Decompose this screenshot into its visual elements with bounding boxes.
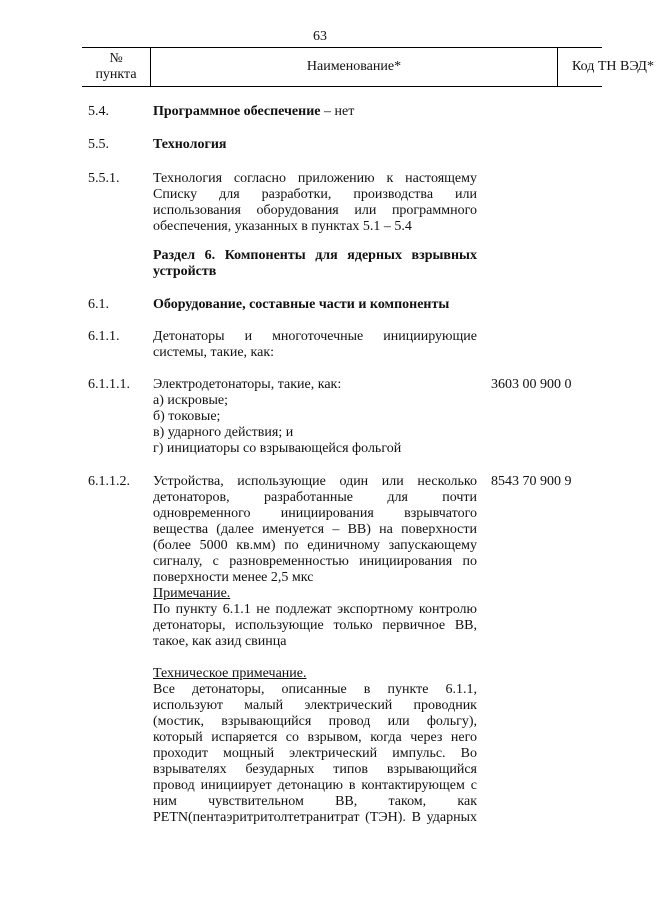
header-code: Код ТН ВЭД*: [572, 59, 654, 74]
item-text: Устройства, использующие один или несколько детонаторов, разработанные для почти одновременного инициирования взрывчатого вещества (далее именуется – ВВ) на поверхности (более 5000 кв.мм) по единичному запускающему сигналу, с разновременностью инициирования по поверхности менее 2,5 мкс Примечание. По пункту 6.1.1 не подлежат экспортному контролю детонаторы, использующие только первичное ВВ, такое, как азид свинца: [153, 474, 477, 649]
item-number: 5.5.1.: [88, 171, 120, 186]
technical-note-title: Техническое примечание.: [153, 666, 307, 681]
item-number: 6.1.: [88, 297, 109, 312]
table-header: [82, 47, 654, 87]
item-text: Технология согласно приложению к настоящему Списку для разработки, производства или использования оборудования или программного обеспечения, указанных в пунктах 5.1 – 5.4: [153, 171, 477, 234]
item-number: 5.5.: [88, 137, 109, 152]
item-title: Оборудование, составные части и компоненты: [153, 297, 450, 312]
item-title: Программное обеспечение – нет: [153, 104, 355, 119]
item-number: 6.1.1.2.: [88, 474, 130, 489]
item-text: Детонаторы и многоточечные инициирующие системы, такие, как:: [153, 329, 477, 360]
header-item-number: [82, 48, 150, 86]
item-code: 8543 70 900 9: [491, 474, 572, 489]
header-item-number-line1: №: [109, 51, 123, 66]
section-title: Раздел 6. Компоненты для ядерных взрывных устройств: [153, 248, 477, 279]
item-text: Электродетонаторы, такие, как: а) искровые; б) токовые; в) ударного действия; и г) инициаторы со взрывающейся фольгой: [153, 377, 402, 456]
technical-note-text: Техническое примечание. Все детонаторы, описанные в пункте 6.1.1, используют малый электрический проводник (мостик, взрывающийся провод или фольгу), который испаряется со взрывом, когда через него проходит мощный электрический импульс. Во взрывателях безударных типов взрывающийся провод инициирует детонацию в контактирующем с ним чувствительном ВВ, таком, как PETN(пентаэритритолтетранитрат (ТЭН). В ударных: [153, 666, 477, 825]
note-title: Примечание.: [153, 586, 231, 601]
item-code: 3603 00 900 0: [491, 377, 572, 392]
page-number: 63: [313, 29, 327, 44]
item-number: 6.1.1.: [88, 329, 120, 344]
header-name: Наименование*: [306, 59, 402, 74]
item-number: 5.4.: [88, 104, 109, 119]
item-number: 6.1.1.1.: [88, 377, 130, 392]
item-title: Технология: [153, 137, 227, 152]
header-item-number-line2: пункта: [95, 67, 137, 82]
